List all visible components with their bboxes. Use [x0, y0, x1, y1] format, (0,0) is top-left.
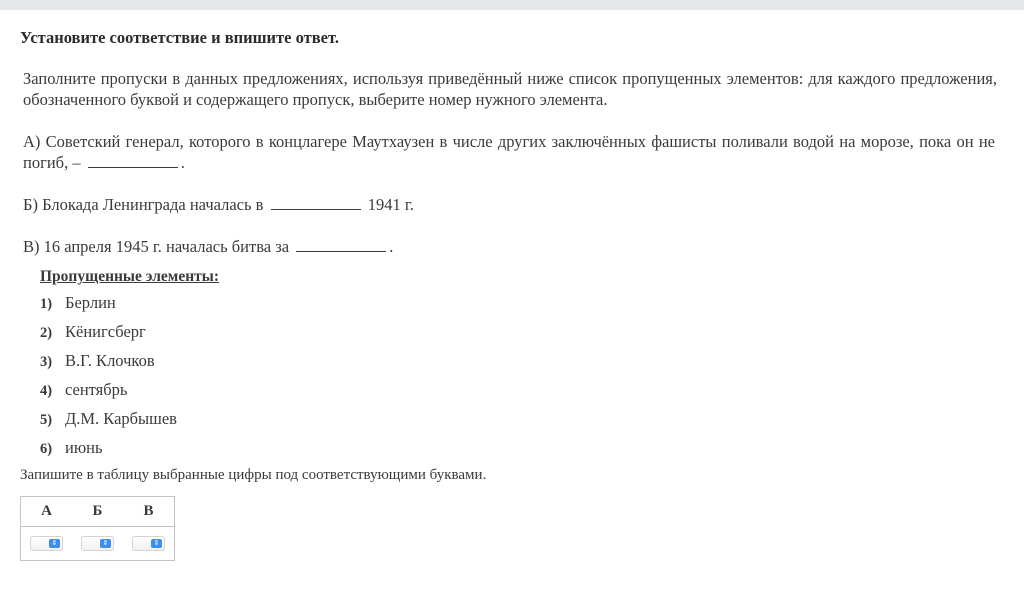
missing-elements-header: Пропущенные элементы: — [40, 268, 220, 285]
item-number: 3) — [40, 354, 53, 370]
task-intro: Заполните пропуски в данных предложениях, используя приведённый ниже список пропущенных элементов: для каждого предложения, обозначенного буквой и содержащего пропуск, выберите номер нужного элемента. — [23, 69, 997, 109]
missing-elements-list — [40, 293, 177, 467]
answer-cell-a — [21, 536, 72, 551]
answer-select-c[interactable] — [132, 536, 165, 551]
blank-a — [88, 153, 178, 168]
list-item — [40, 409, 177, 438]
list-item — [40, 293, 177, 322]
answer-table-header — [21, 497, 174, 527]
select-arrows-icon: ⇕ — [151, 539, 162, 548]
item-text: сентябрь — [65, 380, 128, 399]
item-number: 6) — [40, 441, 53, 457]
item-number: 1) — [40, 296, 53, 312]
list-item — [40, 438, 177, 467]
sentence-a-text: А) Советский генерал, которого в концлагере Маутхаузен в числе других заключённых фашисты поливали водой на морозе, пока он не погиб, – — [23, 132, 995, 172]
item-text: Д.М. Карбышев — [65, 409, 177, 428]
answer-cell-b — [72, 536, 123, 551]
answer-cell-c — [123, 536, 174, 551]
item-text: Кёнигсберг — [65, 322, 146, 341]
sentence-c — [23, 236, 995, 257]
sentence-c-end: . — [389, 237, 394, 256]
sentence-b-end: 1941 г. — [367, 195, 414, 214]
answer-instruction: Запишите в таблицу выбранные цифры под соответствующими буквами. — [20, 467, 487, 483]
sentence-a — [23, 131, 995, 173]
answer-select-b[interactable] — [81, 536, 114, 551]
list-item — [40, 380, 177, 409]
item-text: июнь — [65, 438, 103, 457]
answer-table-row — [21, 527, 174, 560]
sentence-b-text: Б) Блокада Ленинграда началась в — [23, 195, 264, 214]
sentence-a-end: . — [180, 153, 185, 172]
blank-c — [296, 237, 386, 252]
sentence-b — [23, 194, 995, 215]
task-title: Установите соответствие и впишите ответ. — [20, 28, 339, 47]
select-arrows-icon: ⇕ — [100, 539, 111, 548]
list-item — [40, 322, 177, 351]
item-text: В.Г. Клочков — [65, 351, 155, 370]
column-header-b: Б — [92, 503, 103, 519]
blank-b — [271, 195, 361, 210]
item-number: 4) — [40, 383, 53, 399]
item-number: 2) — [40, 325, 53, 341]
list-item — [40, 351, 177, 380]
sentence-c-text: В) 16 апреля 1945 г. началась битва за — [23, 237, 290, 256]
item-number: 5) — [40, 412, 53, 428]
answer-table — [20, 496, 175, 561]
select-arrows-icon: ⇕ — [49, 539, 60, 548]
column-header-a: А — [41, 503, 52, 519]
answer-select-a[interactable] — [30, 536, 63, 551]
top-bar — [0, 0, 1024, 10]
column-header-c: В — [143, 503, 154, 519]
item-text: Берлин — [65, 293, 116, 312]
